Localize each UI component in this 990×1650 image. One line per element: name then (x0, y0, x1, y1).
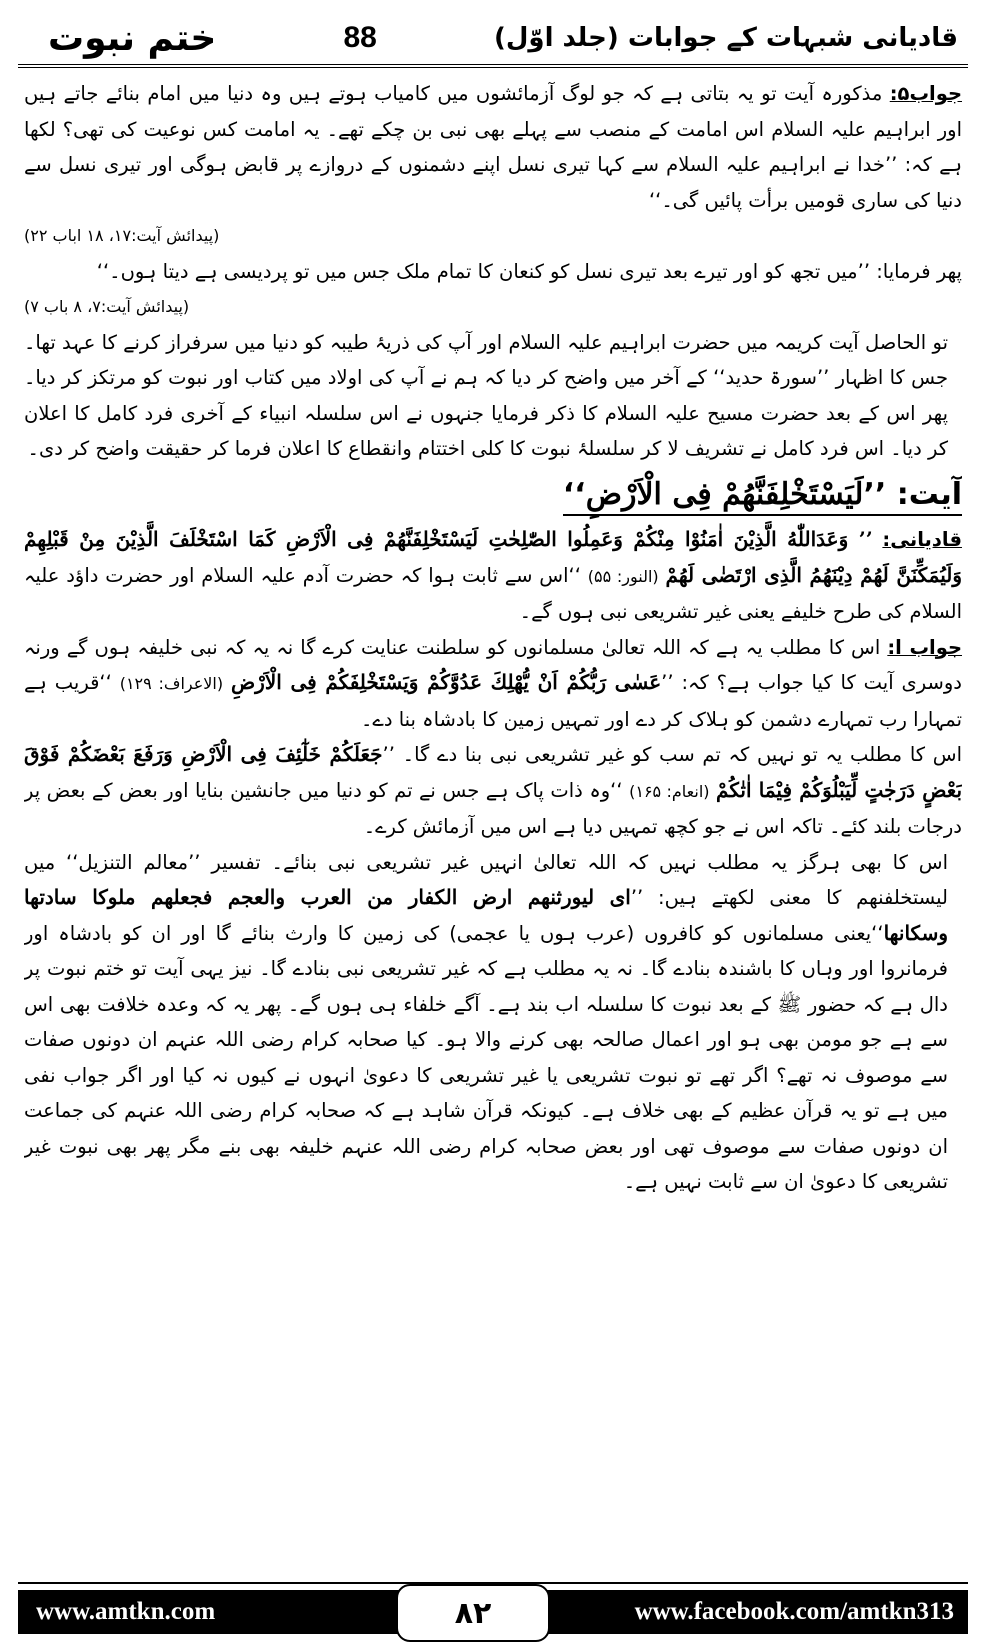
answer-1c-text: اس کا بھی ہرگز یہ مطلب نہیں کہ اللہ تعالیٰ انہیں غیر تشریعی نبی بنائے۔ تفسیر ’’معالم التنزیل‘‘ میں لیستخلفنهم کا معنی لکھتے ہیں: ’’ (24, 850, 948, 909)
answer-1-reference: (الاعراف: ۱۲۹) (119, 674, 224, 693)
book-title: قادیانی شبہات کے جوابات (جلد اوّل) (493, 23, 958, 53)
answer-1b-text: اس کا مطلب یہ تو نہیں کہ تم سب کو غیر تشریعی نبی بنا دے گا۔ ’’ (382, 743, 962, 766)
brand-title: ختم نبوت (48, 17, 217, 59)
qadiani-reference: (النور: ۵۵) (587, 566, 659, 586)
answer-1-translation: ‘‘قریب ہے تمہارا رب تمہارے دشمن کو ہلاک کر دے اور تمہیں زمین کا بادشاہ بنا دے۔ (24, 671, 962, 731)
page-body (24, 76, 962, 1551)
qadiani-arabic-verse: ’’ وَعَدَاللّٰهُ الَّذِیْنَ اٰمَنُوْا مِنْكُمْ وَعَمِلُوا الصّٰلِحٰتِ لَیَسْتَخْلِفَنَّهُمْ فِی الْاَرْضِ كَمَا اسْتَخْلَفَ الَّذِیْنَ مِنْ قَبْلِهِمْ وَلَیُمَكِّنَنَّ لَهُمْ دِیْنَهُمُ الَّذِی ارْتَضٰی لَهُمْ (24, 527, 962, 587)
header-page-number: 88 (343, 21, 377, 54)
heading-arabic: لَیَسْتَخْلِفَنَّهُمْ فِی الْاَرْضِ (585, 476, 864, 512)
answer-1-label: جواب ا: (887, 635, 962, 659)
answer-1c-translation: ‘‘یعنی مسلمانوں کو کافروں (عرب ہوں یا عجمی) کی زمین کا وارث بنائے گا اور ان کو بادشاہ اور فرمانروا اور وہاں کا باشندہ بنادے گا۔ نہ یہ مطلب ہے کہ غیر تشریعی نبی بنادے گا۔ نیز یہی آیت تو ختم نبوت پر دال ہے کہ حضور ﷺ کے بعد نبوت کا سلسلہ اب بند ہے۔ آگے خلفاء ہی ہوں گے۔ پھر یہ کہ وعدہ خلافت بھی اس سے ہے جو مومن بھی ہو اور اعمال صالحہ بھی کرنے والا ہو۔ کیا صحابہ کرام رضی اللہ عنہم ان دونوں صفات سے موصوف نہ تھے؟ اگر تھے تو نبوت تشریعی یا غیر تشریعی کا دعویٰ انہوں نے کیوں نہ کیا اور اگر جواب نفی میں ہے تو یہ قرآن عظیم کے بھی خلاف ہے۔ کیونکہ قرآن شاہد ہے کہ صحابہ کرام رضی اللہ عنہم کی جماعت ان دونوں صفات سے موصوف تھی اور بعض صحابہ کرام رضی اللہ عنہم خلیفہ بھی بنے مگر پھر بھی نبوت غیر تشریعی کا دعویٰ ان سے ثابت نہیں ہے۔ (24, 921, 948, 1193)
answer-1b-arabic: جَعَلَكُمْ خَلٰٓئِفَ فِی الْاَرْضِ وَرَفَعَ بَعْضَكُمْ فَوْقَ بَعْضٍ دَرَجٰتٍ لِّیَبْلُوَكُمْ فِیْمَا اٰتٰكُمْ (24, 742, 962, 802)
answer-1b-translation: ‘‘وہ ذات پاک ہے جس نے تم کو دنیا میں جانشین بنایا اور بعض کے بعض پر درجات بلند کئے۔ تاکہ اس نے جو کچھ تمہیں دیا ہے اس میں آزمائش کرے۔ (24, 778, 962, 838)
reference-genesis-2: (پیدائش آیت:۷، ۸ باب ۷) (24, 297, 190, 316)
footer-page-number: ۸۲ (396, 1584, 550, 1642)
heading-prefix: آیت: ’’ (863, 476, 962, 512)
qadiani-claim-paragraph (24, 522, 962, 630)
answer-1c-arabic: ای لیورثنهم ارض الكفار من العرب والعجم فجعلهم ملوكا سادتها وسكانها (24, 885, 948, 945)
heading-suffix: ‘‘ (562, 476, 586, 512)
reference-genesis-1: (پیدائش آیت:۱۷، ۱۸ اباب ۲۲) (24, 226, 220, 245)
genesis-quote-text: پھر فرمایا: ’’میں تجھ کو اور تیرے بعد تیری نسل کو کنعان کا تمام ملک جس میں تو پردیسی ہے دیتا ہوں۔‘‘ (96, 259, 962, 283)
answer-1-third-paragraph (24, 845, 962, 1200)
qadiani-claim-text: ‘‘اس سے ثابت ہوا کہ حضرت آدم علیہ السلام اور حضرت داؤد علیہ السلام کی طرح خلیفے یعنی غیر تشریعی نبی ہوں گے۔ (24, 563, 962, 623)
answer-1b-reference: (انعام: ۱۶۵) (629, 781, 710, 801)
answer-1-text: اس کا مطلب یہ ہے کہ اللہ تعالیٰ مسلمانوں کو سلطنت عنایت کرے گا نہ یہ کہ نبی خلیفہ ہوں گے ورنہ دوسری آیت کا کیا جواب ہے؟ کہ: ’’ (24, 635, 962, 694)
answer-5-text: مذکورہ آیت تو یہ بتاتی ہے کہ جو لوگ آزمائشوں میں کامیاب ہوتے ہیں وہ دنیا میں امام بنائے جاتے ہیں اور ابراہیم علیہ السلام اس امامت کے منصب سے پہلے بھی نبی بن چکے تھے۔ یہ امامت کس نوعیت کی تھی؟ لکھا ہے کہ: ’’خدا نے ابراہیم علیہ السلام سے کہا تیری نسل اپنے دشمنوں کے دروازے پر قابض ہوگی اور تیری نسل سے دنیا کی ساری قومیں برأت پائیں گی۔‘‘ (24, 82, 962, 212)
header-divider (18, 64, 968, 68)
section-heading (563, 477, 962, 517)
facebook-link[interactable]: www.facebook.com/amtkn313 (634, 1598, 954, 1625)
answer-1-arabic: عَسٰی رَبُّكُمْ اَنْ یُّهْلِكَ عَدُوَّكُمْ وَیَسْتَخْلِفَكُمْ فِی الْاَرْضِ (231, 670, 662, 694)
answer-1-second-paragraph (24, 737, 962, 845)
page-header (18, 14, 968, 62)
qadiani-label: قادیانی: (882, 528, 962, 551)
website-link[interactable]: www.amtkn.com (36, 1598, 216, 1625)
conclusion-paragraph (24, 325, 962, 467)
genesis-quote-paragraph (24, 254, 962, 290)
answer-5-label: جواب۵: (889, 82, 962, 105)
conclusion-text: تو الحاصل آیت کریمہ میں حضرت ابراہیم علیہ السلام اور آپ کی ذریۂ طیبہ کو دنیا میں سرفراز کرنے کا عہد تھا۔ جس کا اظہار ’’سورۃ حدید‘‘ کے آخر میں واضح کر دیا کہ ہم نے آپ کی اولاد میں کتاب اور نبوت کو مرتکز کر دیا۔ پھر اس کے بعد حضرت مسیح علیہ السلام کا ذکر فرمایا جنہوں نے اس سلسلہ انبیاء کے آخری فرد کامل کا اعلان کر دیا۔ اس فرد کامل نے تشریف لا کر سلسلۂ نبوت کا کلی اختتام وانقطاع کا اعلان فرما کر حقیقت واضح کر دی۔ (24, 330, 948, 460)
answer-5-paragraph (24, 76, 962, 218)
answer-1-paragraph (24, 630, 962, 738)
page-footer (18, 1590, 968, 1634)
